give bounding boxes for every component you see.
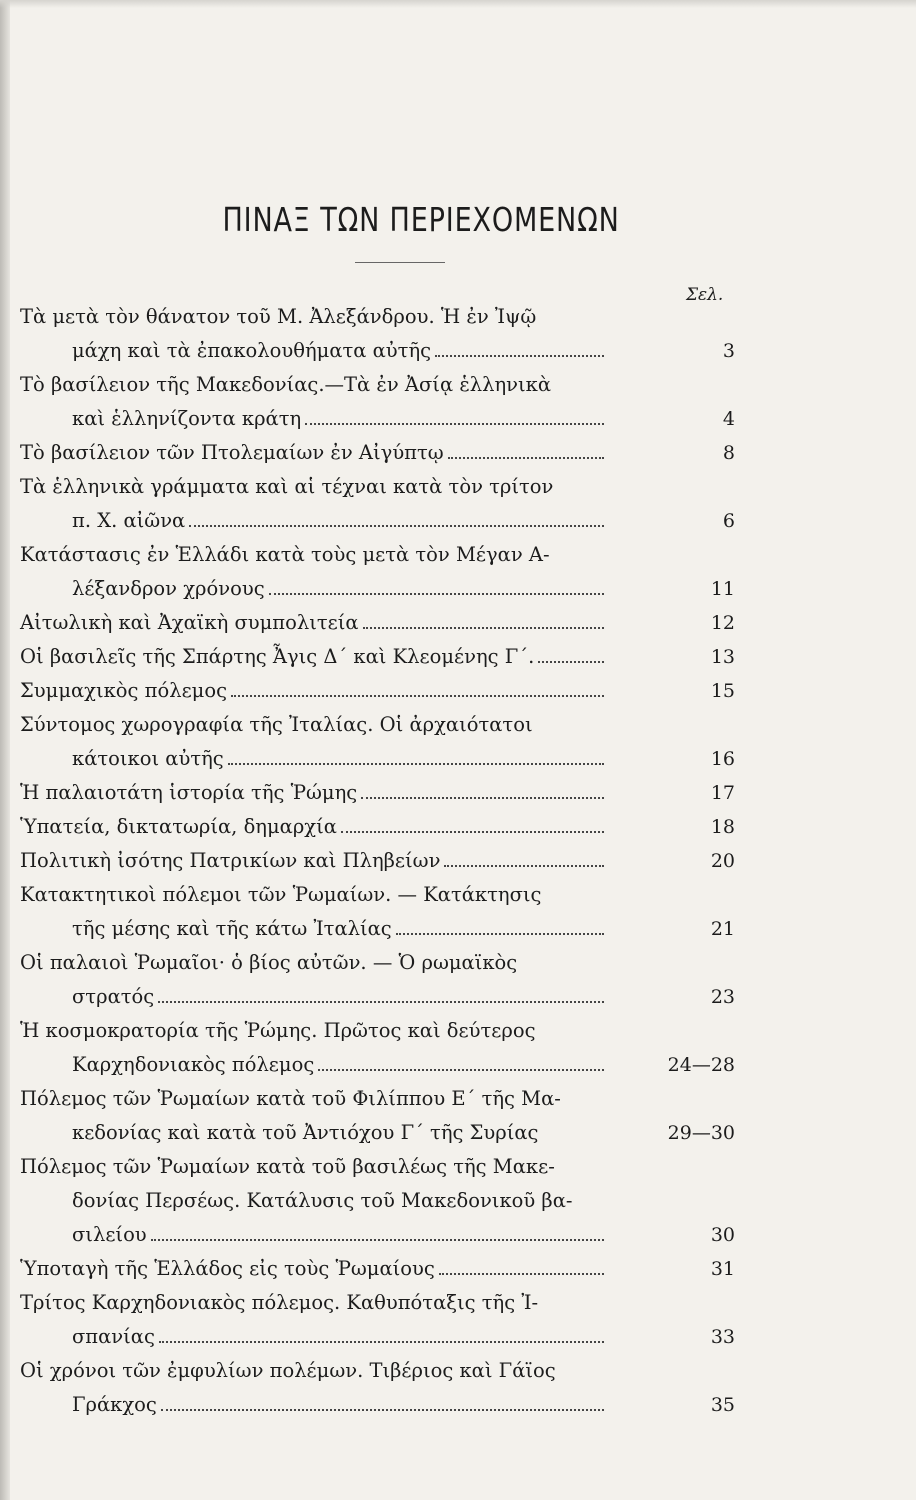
toc-entry-text: στρατός <box>72 985 155 1008</box>
toc-page-number: 4 <box>722 408 735 430</box>
toc-entry-text: Οἱ βασιλεῖς τῆς Σπάρτης Ἆγις Δ΄ καὶ Κλεομένης Γ΄. <box>20 645 535 668</box>
toc-entry-text: Οἱ χρόνοι τῶν ἐμφυλίων πολέμων. Τιβέριος καὶ Γάϊος <box>20 1359 556 1382</box>
toc-entry <box>20 1354 735 1422</box>
toc-entry-text: Πόλεμος τῶν Ῥωμαίων κατὰ τοῦ Φιλίππου Ε΄ τῆς Μα- <box>20 1087 561 1110</box>
toc-entry-text: Γράκχος <box>72 1393 157 1416</box>
toc-page-number: 30 <box>710 1224 735 1246</box>
dot-leader <box>341 830 604 833</box>
toc-entry-line <box>20 504 735 538</box>
dot-leader <box>538 660 604 663</box>
toc-entry-text: σπανίας <box>72 1325 155 1348</box>
toc-entry-line <box>20 1354 610 1388</box>
toc-entry-line <box>20 946 610 980</box>
toc-entry-text: Ὑπατεία, δικτατωρία, δημαρχία <box>20 815 337 838</box>
toc-entry-text: μάχη καὶ τὰ ἐπακολουθήματα αὐτῆς <box>72 339 432 362</box>
page-edge-shadow <box>0 0 10 1500</box>
toc-entry-text: Καρχηδονιακὸς πόλεμος <box>72 1053 315 1076</box>
toc-entry-text: Κατακτητικοὶ πόλεμοι τῶν Ῥωμαίων. — Κατάκτησις <box>20 883 542 906</box>
toc-entry-line <box>20 1116 735 1150</box>
toc-entry <box>20 674 735 708</box>
toc-entry-line <box>20 470 610 504</box>
toc-entry-line <box>20 1320 735 1354</box>
toc-entry <box>20 368 735 436</box>
toc-entry-line <box>20 1388 735 1422</box>
toc-entry-text: κάτοικοι αὐτῆς <box>72 747 224 770</box>
toc-entry-line <box>20 980 735 1014</box>
toc-entry-line <box>20 742 735 776</box>
toc-entry-line <box>20 368 610 402</box>
toc-entry-line <box>20 640 735 674</box>
toc-entry <box>20 1014 735 1082</box>
toc-page-number: 29—30 <box>667 1122 735 1144</box>
toc-entry-text: Κατάστασις ἐν Ἑλλάδι κατὰ τοὺς μετὰ τὸν Μέγαν Α- <box>20 543 550 566</box>
toc-entry-text: καὶ ἑλληνίζοντα κράτη <box>72 407 302 430</box>
toc-entry-line <box>20 572 735 606</box>
toc-entry-text: Σύντομος χωρογραφία τῆς Ἰταλίας. Οἱ ἀρχαιότατοι <box>20 713 533 736</box>
page-top-shadow <box>0 0 916 8</box>
toc-entry-line <box>20 1184 610 1218</box>
dot-leader <box>269 592 604 595</box>
toc-entry <box>20 1252 735 1286</box>
toc-entry <box>20 640 735 674</box>
toc-entry-line <box>20 538 610 572</box>
toc-page-number: 17 <box>710 782 735 804</box>
title-rule <box>355 262 445 263</box>
table-of-contents <box>20 300 735 1422</box>
dot-leader <box>448 456 604 459</box>
toc-entry-line <box>20 810 735 844</box>
toc-page-number: 24—28 <box>667 1054 735 1076</box>
toc-entry-line <box>20 1252 735 1286</box>
toc-entry-text: Τὰ ἑλληνικὰ γράμματα καὶ αἱ τέχναι κατὰ τὸν τρίτον <box>20 475 554 498</box>
dot-leader <box>151 1238 604 1241</box>
toc-entry <box>20 776 735 810</box>
toc-entry-line <box>20 844 735 878</box>
toc-entry <box>20 436 735 470</box>
dot-leader <box>158 1000 604 1003</box>
toc-entry-line <box>20 776 735 810</box>
toc-entry <box>20 538 735 606</box>
toc-page-number: 3 <box>722 340 735 362</box>
toc-entry-text: Τρίτος Καρχηδονιακὸς πόλεμος. Καθυπόταξις τῆς Ἰ- <box>20 1291 539 1314</box>
toc-entry-text: κεδονίας καὶ κατὰ τοῦ Ἀντιόχου Γ΄ τῆς Συρίας <box>72 1121 539 1144</box>
toc-page-number: 33 <box>710 1326 735 1348</box>
toc-entry-text: Αἰτωλικὴ καὶ Ἀχαϊκὴ συμπολιτεία <box>20 611 359 634</box>
toc-entry-line <box>20 436 735 470</box>
toc-entry-line <box>20 1218 735 1252</box>
dot-leader <box>363 626 604 629</box>
toc-entry-text: Οἱ παλαιοὶ Ῥωμαῖοι· ὁ βίος αὐτῶν. — Ὁ ρωμαϊκὸς <box>20 951 518 974</box>
dot-leader <box>444 864 604 867</box>
toc-page-number: 16 <box>710 748 735 770</box>
toc-entry <box>20 946 735 1014</box>
toc-entry <box>20 844 735 878</box>
toc-entry-line <box>20 708 610 742</box>
toc-entry-line <box>20 334 735 368</box>
toc-entry <box>20 470 735 538</box>
toc-page-number: 11 <box>710 578 735 600</box>
dot-leader <box>439 1272 604 1275</box>
toc-page-number: 20 <box>710 850 735 872</box>
toc-entry-text: Ἡ παλαιοτάτη ἱστορία τῆς Ῥώμης <box>20 781 358 804</box>
toc-entry <box>20 1150 735 1252</box>
toc-entry <box>20 810 735 844</box>
dot-leader <box>396 932 604 935</box>
toc-entry-line <box>20 674 735 708</box>
dot-leader <box>159 1340 604 1343</box>
toc-page-number: 8 <box>722 442 735 464</box>
toc-page-number: 18 <box>710 816 735 838</box>
toc-entry-text: Τὸ βασίλειον τῶν Πτολεμαίων ἐν Αἰγύπτῳ <box>20 441 444 464</box>
toc-entry-line <box>20 402 735 436</box>
toc-entry <box>20 878 735 946</box>
page-title: ΠΙΝΑΞ ΤΩΝ ΠΕΡΙΕΧΟΜΕΝΩΝ <box>222 200 620 239</box>
toc-entry-line <box>20 606 735 640</box>
toc-entry <box>20 708 735 776</box>
toc-page-number: 12 <box>710 612 735 634</box>
toc-entry <box>20 1286 735 1354</box>
toc-entry-line <box>20 1082 610 1116</box>
toc-entry-line <box>20 878 610 912</box>
toc-entry-text: Ἡ κοσμοκρατορία τῆς Ῥώμης. Πρῶτος καὶ δεύτερος <box>20 1019 536 1042</box>
toc-entry <box>20 606 735 640</box>
toc-entry-text: Συμμαχικὸς πόλεμος <box>20 679 228 702</box>
toc-entry-line <box>20 1048 735 1082</box>
toc-page-number: 13 <box>710 646 735 668</box>
toc-page-number: 6 <box>722 510 735 532</box>
toc-page-number: 23 <box>710 986 735 1008</box>
toc-entry-text: τῆς μέσης καὶ τῆς κάτω Ἰταλίας <box>72 917 392 940</box>
toc-page-number: 35 <box>710 1394 735 1416</box>
dot-leader <box>189 524 604 527</box>
toc-entry-text: Τὰ μετὰ τὸν θάνατον τοῦ Μ. Ἀλεξάνδρου. Ἡ ἐν Ἰψῷ <box>20 305 537 328</box>
toc-page-number: 21 <box>710 918 735 940</box>
toc-page-number: 15 <box>710 680 735 702</box>
toc-entry-text: δονίας Περσέως. Κατάλυσις τοῦ Μακεδονικοῦ βα- <box>72 1189 573 1212</box>
toc-entry-line <box>20 300 610 334</box>
toc-entry-text: Πολιτικὴ ἰσότης Πατρικίων καὶ Πληβείων <box>20 849 441 872</box>
toc-entry-text: Πόλεμος τῶν Ῥωμαίων κατὰ τοῦ βασιλέως τῆς Μακε- <box>20 1155 555 1178</box>
dot-leader <box>435 354 604 357</box>
toc-entry <box>20 1082 735 1150</box>
toc-entry-text: σιλείου <box>72 1223 147 1246</box>
dot-leader <box>231 694 604 697</box>
toc-entry-line <box>20 1286 610 1320</box>
toc-entry-line <box>20 1014 610 1048</box>
dot-leader <box>305 422 604 425</box>
dot-leader <box>318 1068 604 1071</box>
toc-entry-line <box>20 1150 610 1184</box>
toc-entry-text: Ὑποταγὴ τῆς Ἑλλάδος εἰς τοὺς Ῥωμαίους <box>20 1257 435 1280</box>
toc-entry <box>20 300 735 368</box>
toc-entry-text: λέξανδρον χρόνους <box>72 577 265 600</box>
page-column-label: Σελ. <box>686 285 724 305</box>
toc-entry-text: π. Χ. αἰῶνα <box>72 509 186 532</box>
toc-entry-text: Τὸ βασίλειον τῆς Μακεδονίας.—Τὰ ἐν Ἀσίᾳ ἑλληνικὰ <box>20 373 552 396</box>
dot-leader <box>361 796 604 799</box>
toc-entry-line <box>20 912 735 946</box>
dot-leader <box>228 762 604 765</box>
dot-leader <box>161 1408 604 1411</box>
toc-page-number: 31 <box>710 1258 735 1280</box>
